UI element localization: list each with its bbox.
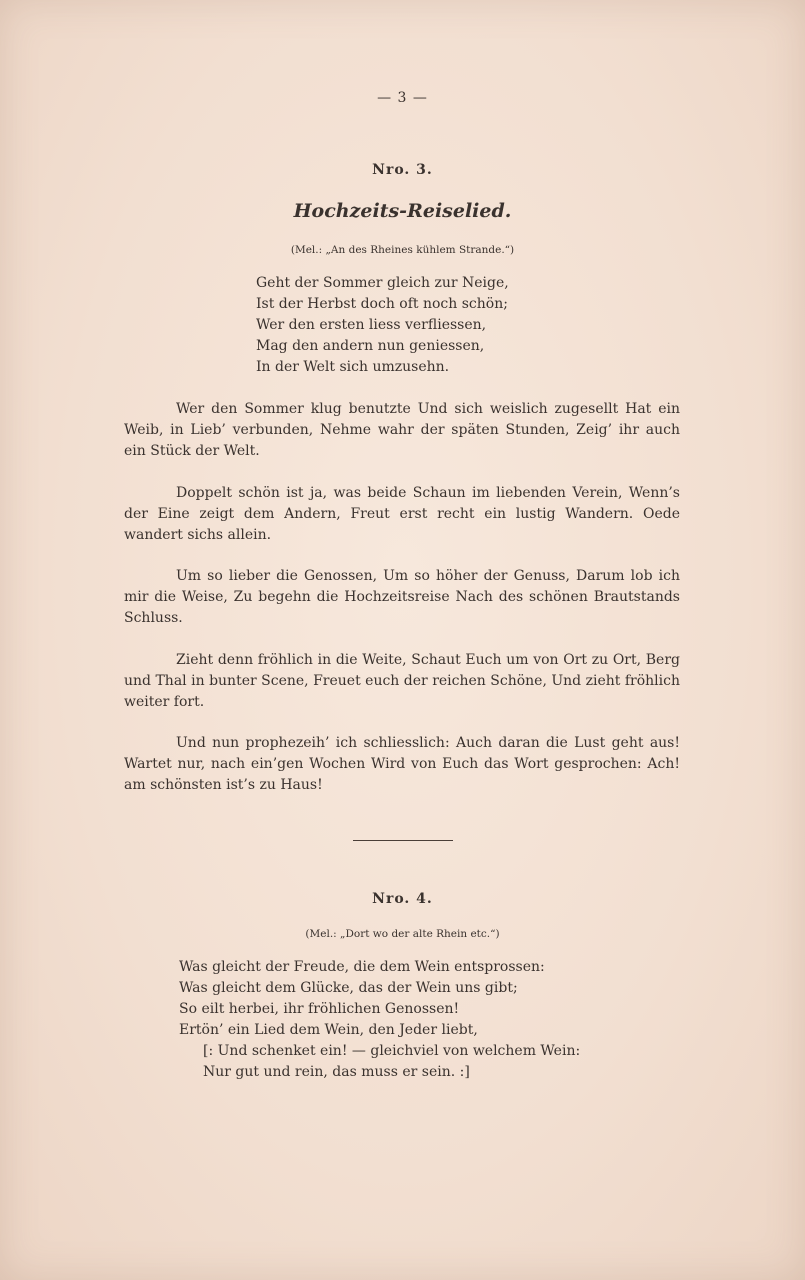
verse-line: Nur gut und rein, das muss er sein. :] [203,1064,470,1080]
verse-line: Mag den andern nun geniessen, [256,338,485,354]
song-3-stanza: Zieht denn fröhlich in die Weite, Schaut Euch um von Ort zu Ort, Berg und Thal in bunter Scene, Freuet euch der reichen Schöne, Und zieht fröhlich weiter fort. [124,652,680,710]
song-3-stanza: Und nun prophezeih’ ich schliesslich: Auch daran die Lust geht aus! Wartet nur, nach ein’gen Wochen Wird von Euch das Wort gesprochen: Ach! am schönsten ist’s zu Haus! [124,735,680,793]
section-divider [353,840,453,841]
verse-line: Was gleicht der Freude, die dem Wein entsprossen: [179,959,545,975]
song-3-stanza: Doppelt schön ist ja, was beide Schaun im liebenden Verein, Wenn’s der Eine zeigt dem Andern, Freut erst recht ein lustig Wandern. Oede wandert sichs allein. [124,485,680,543]
song-4-number: Nro. 4. [372,891,433,907]
verse-line: Ertön’ ein Lied dem Wein, den Jeder liebt, [179,1022,478,1038]
song-3-stanza: Um so lieber die Genossen, Um so höher der Genuss, Darum lob ich mir die Weise, Zu begehn die Hochzeitsreise Nach des schönen Brautstands Schluss. [124,568,680,626]
verse-line: So eilt herbei, ihr fröhlichen Genossen! [179,1001,460,1017]
song-3-number: Nro. 3. [372,162,433,178]
song-4-melody: (Mel.: „Dort wo der alte Rhein etc.“) [305,928,500,940]
song-3-title: Hochzeits-Reiselied. [293,200,512,222]
song-3-stanza: Wer den Sommer klug benutzte Und sich weislich zugesellt Hat ein Weib, in Lieb’ verbunden, Nehme wahr der späten Stunden, Zeig’ ihr auch ein Stück der Welt. [124,401,680,459]
verse-line: Was gleicht dem Glücke, das der Wein uns gibt; [179,980,518,996]
page-number: — 3 — [377,90,428,106]
verse-line: [: Und schenket ein! — gleichviel von welchem Wein: [203,1043,581,1059]
song-4-verse [179,957,580,1083]
verse-line: In der Welt sich umzusehn. [256,359,450,375]
song-3-verse [256,273,509,378]
song-3-melody: (Mel.: „An des Rheines kühlem Strande.“) [290,244,515,256]
verse-line: Ist der Herbst doch oft noch schön; [256,296,508,312]
verse-line: Geht der Sommer gleich zur Neige, [256,275,509,291]
verse-line: Wer den ersten liess verfliessen, [256,317,487,333]
